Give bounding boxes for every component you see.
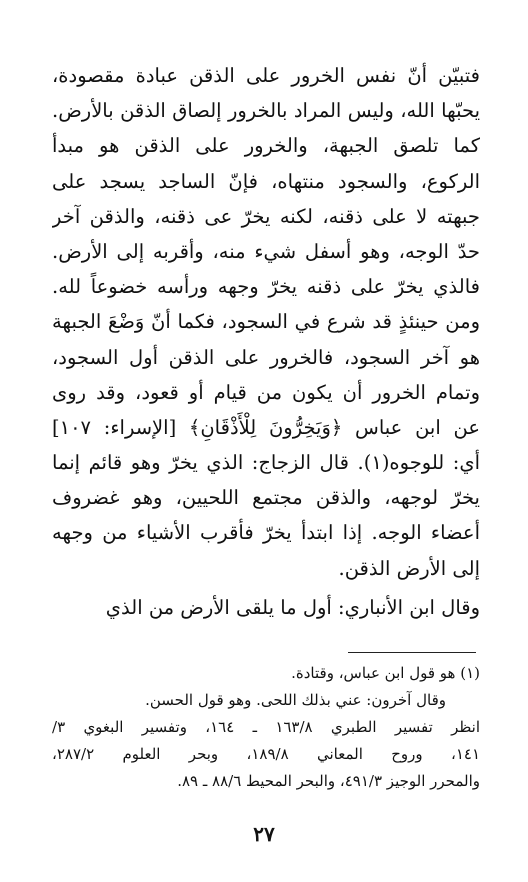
text-line-footnote-ref: أي: للوجوه(١). قال الزجاج: الذي يخرّ وهو قائم إنما [52,451,480,475]
text-line: هو آخر السجود، فالخرور على الذقن أول السجود، [52,345,480,369]
footnote-line: والمحرر الوجيز ٤٩١/٣، والبحر المحيط ٨٨/٦ ـ ٨٩. [177,772,480,790]
text-line: وتمام الخرور أن يكون من قيام أو قعود، وقد روى [52,380,480,404]
footnote-line: وقال آخرون: عني بذلك اللحى. وهو قول الحسن. [145,691,446,709]
second-paragraph: وقال ابن الأنباري: أول ما يلقى الأرض من الذي [105,596,480,619]
footnotes [52,660,480,795]
text-line: فتبيّن أنّ نفس الخرور على الذقن عبادة مقصودة، [52,64,480,87]
text-line: فالذي يخرّ على ذقنه يخرّ وجهه ورأسه خضوعاً لله. [52,275,480,299]
footnote-line: (١) هو قول ابن عباس، وقتادة. [291,664,480,682]
text-line: حدّ الوجه، وهو أسفل شيء منه، وأقربه إلى الأرض. [52,239,480,263]
text-line: كما تلصق الجبهة، والخرور على الذقن هو مبدأ [52,134,480,158]
page-number: ٢٧ [253,822,275,846]
text-line: يخرّ لوجهه، والذقن مجتمع اللحيين، وهو غضروف [52,486,480,510]
text-line: جبهته لا على ذقنه، لكنه يخرّ عى ذقنه، والذقن آخر [52,204,480,228]
text-line: يحبّها الله، وليس المراد بالخرور إلصاق الذقن بالأرض. [52,99,480,123]
text-line: إلى الأرض الذقن. [338,556,480,580]
footnote-line: ١٤١، وروح المعاني ١٨٩/٨، وبحر العلوم ٢٨٧/٢، [52,745,480,763]
text-line: ومن حينئذٍ قد شرع في السجود، فكما أنّ وَضْعَ الجبهة [52,310,480,334]
main-paragraph [52,58,480,586]
footnote-line: انظر تفسير الطبري ١٦٣/٨ ـ ١٦٤، وتفسير البغوي ٣/ [52,718,480,736]
footnote-divider [348,652,476,653]
text-line-quran-verse: عن ابن عباس ﴿وَيَخِرُّونَ لِلْأَذْقَانِ﴾ [الإسراء: ١٠٧] [52,415,480,439]
text-line: الركوع، والسجود منتهاه، فإنّ الساجد يسجد على [52,169,480,193]
text-line: أعضاء الوجه. إذا ابتدأ يخرّ فأقرب الأشياء من وجهه [52,521,480,545]
